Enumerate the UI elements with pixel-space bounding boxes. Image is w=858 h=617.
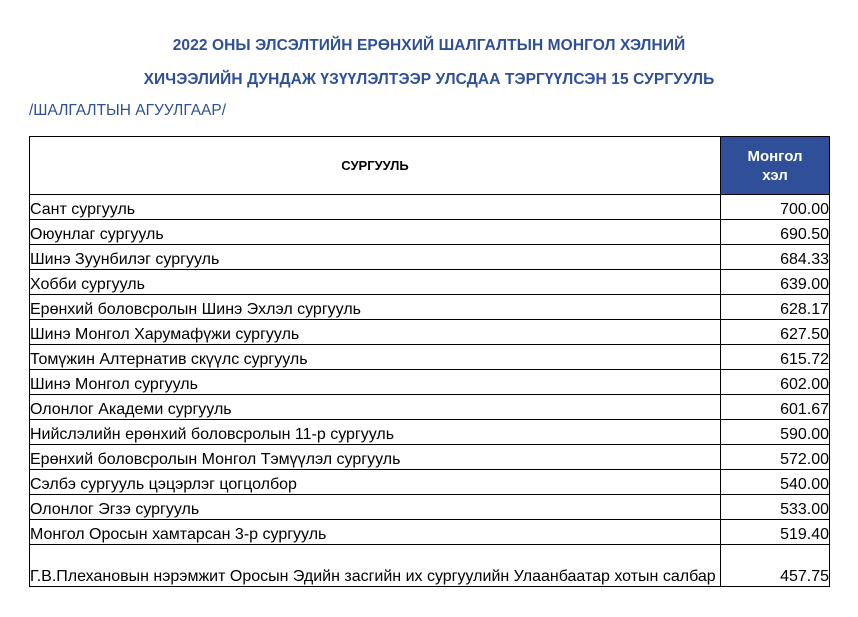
score-value: 519.40 bbox=[721, 520, 830, 545]
subtitle: /ШАЛГАЛТЫН АГУУЛГААР/ bbox=[29, 102, 227, 119]
table-row bbox=[30, 420, 830, 445]
school-name: Олонлог Эгзэ сургууль bbox=[30, 495, 721, 520]
score-value: 628.17 bbox=[721, 295, 830, 320]
score-value: 602.00 bbox=[721, 370, 830, 395]
table-row bbox=[30, 545, 830, 587]
school-name: Сэлбэ сургууль цэцэрлэг цогцолбор bbox=[30, 470, 721, 495]
table-row bbox=[30, 220, 830, 245]
school-score-table bbox=[29, 136, 830, 587]
table-row bbox=[30, 270, 830, 295]
school-name: Олонлог Академи сургууль bbox=[30, 395, 721, 420]
table-row bbox=[30, 495, 830, 520]
school-name: Г.В.Плехановын нэрэмжит Оросын Эдийн засгийн их сургуулийн Улаанбаатар хотын салбар bbox=[30, 545, 721, 587]
school-name: Монгол Оросын хамтарсан 3-р сургууль bbox=[30, 520, 721, 545]
header-score bbox=[721, 137, 830, 195]
score-value: 572.00 bbox=[721, 445, 830, 470]
school-name: Хобби сургууль bbox=[30, 270, 721, 295]
header-score-line-1: Монгол bbox=[747, 147, 803, 165]
score-value: 639.00 bbox=[721, 270, 830, 295]
header-school: СУРГУУЛЬ bbox=[30, 137, 721, 195]
page-title-line-1: 2022 ОНЫ ЭЛСЭЛТИЙН ЕРӨНХИЙ ШАЛГАЛТЫН МОНГОЛ ХЭЛНИЙ bbox=[172, 37, 686, 54]
school-name: Ерөнхий боловсролын Шинэ Эхлэл сургууль bbox=[30, 295, 721, 320]
table-header-row bbox=[30, 137, 830, 195]
page-title-line-2: ХИЧЭЭЛИЙН ДУНДАЖ ҮЗҮҮЛЭЛТЭЭР УЛСДАА ТЭРГҮҮЛСЭН 15 СУРГУУЛЬ bbox=[143, 71, 715, 88]
score-value: 684.33 bbox=[721, 245, 830, 270]
school-name: Нийслэлийн ерөнхий боловсролын 11-р сургууль bbox=[30, 420, 721, 445]
table-row bbox=[30, 195, 830, 220]
score-value: 533.00 bbox=[721, 495, 830, 520]
table-row bbox=[30, 295, 830, 320]
table-row bbox=[30, 520, 830, 545]
school-name: Шинэ Монгол Харумафүжи сургууль bbox=[30, 320, 721, 345]
table-row bbox=[30, 445, 830, 470]
table-row bbox=[30, 345, 830, 370]
school-name: Ерөнхий боловсролын Монгол Тэмүүлэл сургууль bbox=[30, 445, 721, 470]
school-name: Томүжин Алтернатив скүүлс сургууль bbox=[30, 345, 721, 370]
score-value: 457.75 bbox=[721, 545, 830, 587]
score-value: 700.00 bbox=[721, 195, 830, 220]
school-name: Шинэ Монгол сургууль bbox=[30, 370, 721, 395]
table-row bbox=[30, 370, 830, 395]
score-value: 690.50 bbox=[721, 220, 830, 245]
score-value: 615.72 bbox=[721, 345, 830, 370]
table-row bbox=[30, 395, 830, 420]
score-value: 590.00 bbox=[721, 420, 830, 445]
table-row bbox=[30, 245, 830, 270]
score-value: 627.50 bbox=[721, 320, 830, 345]
school-name: Шинэ Зуунбилэг сургууль bbox=[30, 245, 721, 270]
score-value: 601.67 bbox=[721, 395, 830, 420]
table-row bbox=[30, 320, 830, 345]
table-row bbox=[30, 470, 830, 495]
score-value: 540.00 bbox=[721, 470, 830, 495]
school-name: Сант сургууль bbox=[30, 195, 721, 220]
school-name: Оюунлаг сургууль bbox=[30, 220, 721, 245]
header-score-line-2: хэл bbox=[762, 166, 788, 184]
